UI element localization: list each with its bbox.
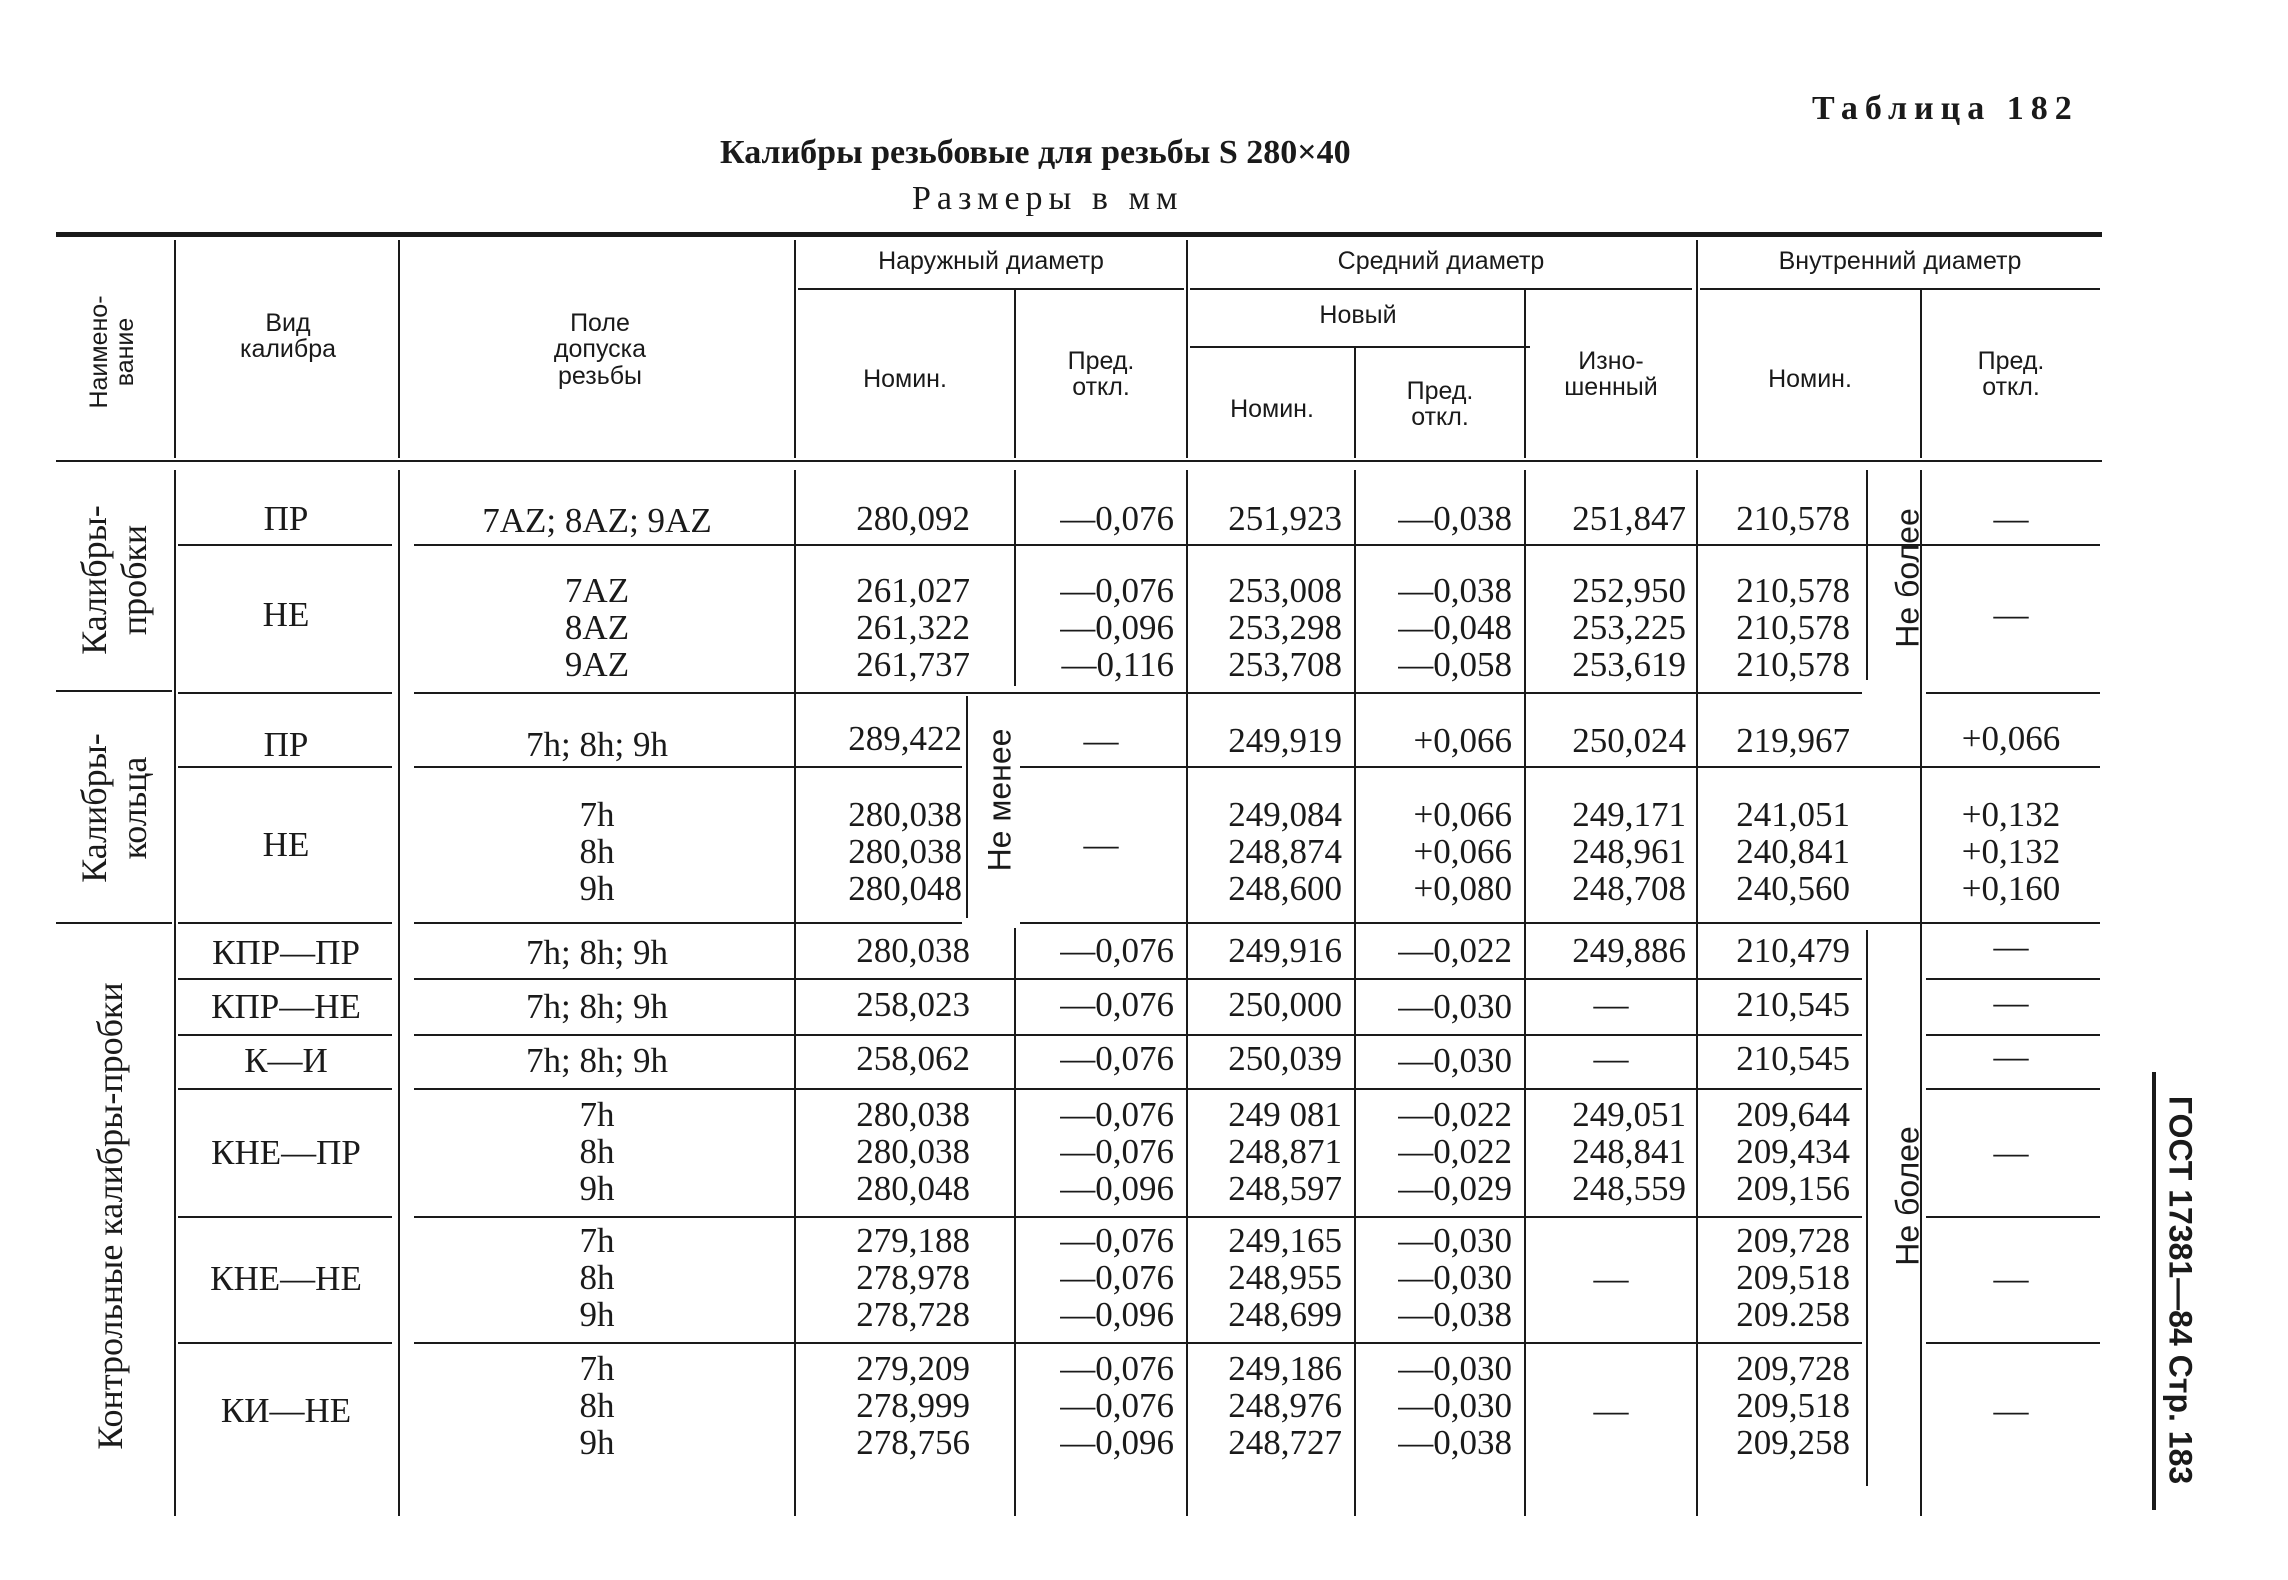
header-outer-dev: Пред. откл. — [1067, 347, 1135, 402]
middle-worn-cell: 249,051 248,841 248,559 — [1572, 1095, 1686, 1208]
rule — [1190, 346, 1530, 348]
rule — [178, 922, 392, 924]
inner-dev-cell: — — [1993, 983, 2029, 1022]
header-worn: Изно- шенный — [1564, 347, 1658, 402]
header-name — [86, 252, 139, 452]
tolerance-cell: 7AZ; 8AZ; 9AZ — [482, 501, 712, 540]
group-plugs-label: Калибры- пробки — [74, 505, 154, 655]
tolerance-cell: 7h 8h 9h — [579, 795, 615, 908]
tolerance-cell: 7h 8h 9h — [579, 1349, 615, 1462]
rule — [1524, 470, 1526, 1516]
middle-worn-cell: 251,847 — [1572, 499, 1686, 538]
outer-nom-cell: 279,188 278,978 278,728 — [856, 1221, 970, 1334]
side-note: ГОСТ 17381—84 Стр. 183 — [2162, 1095, 2199, 1485]
rule — [1926, 1342, 2100, 1344]
tolerance-cell: 7h; 8h; 9h — [526, 933, 668, 972]
inner-nom-cell: 210,578 210,578 210,578 — [1736, 571, 1850, 684]
rule — [414, 922, 962, 924]
rule — [414, 692, 1862, 694]
bracket-line — [1866, 470, 1868, 680]
outer-nom-cell: 289,422 — [848, 719, 962, 758]
rule — [178, 1088, 392, 1090]
outer-dev-cell: — — [1083, 721, 1119, 760]
rule — [414, 1216, 1862, 1218]
rule — [414, 544, 2100, 546]
inner-nom-cell: 210,545 — [1736, 1039, 1850, 1078]
middle-worn-cell: — — [1593, 1259, 1629, 1298]
rule — [1926, 978, 2100, 980]
inner-dev-cell: +0,066 — [1961, 719, 2061, 758]
inner-dev-cell: — — [1993, 595, 2029, 634]
rule — [398, 240, 400, 458]
inner-dev-cell: — — [1993, 1259, 2029, 1298]
rule — [414, 1034, 1862, 1036]
middle-nom-cell: 249 081 248,871 248,597 — [1228, 1095, 1342, 1208]
inner-dev-cell: +0,132 +0,132 +0,160 — [1961, 795, 2061, 908]
header-outer-nom: Номин. — [863, 365, 947, 393]
header-bottom-rule — [56, 460, 2102, 462]
outer-nom-cell: 280,092 — [856, 499, 970, 538]
rule — [798, 288, 1184, 290]
rule — [178, 1216, 392, 1218]
tolerance-cell: 7h; 8h; 9h — [526, 987, 668, 1026]
inner-nom-cell: 209,728 209,518 209,258 — [1736, 1349, 1850, 1462]
table-top-rule — [56, 232, 2102, 237]
table-title: Калибры резьбовые для резьбы S 280×40 — [720, 134, 1351, 171]
tolerance-cell: 7h; 8h; 9h — [526, 725, 668, 764]
outer-dev-cell: —0,076 —0,076 —0,096 — [1060, 1221, 1174, 1334]
header-middle: Средний диаметр — [1337, 247, 1545, 275]
rule — [1186, 240, 1188, 458]
inner-nom-cell: 210,479 — [1736, 931, 1850, 970]
rule — [414, 1088, 1862, 1090]
outer-nom-cell: 280,038 — [856, 931, 970, 970]
outer-dev-cell: —0,076 — [1060, 1039, 1174, 1078]
kind-cell: КНЕ—ПР — [211, 1133, 361, 1172]
rule — [1186, 470, 1188, 1516]
rule — [174, 240, 176, 458]
rule — [1926, 692, 2100, 694]
kind-cell: ПР — [263, 499, 309, 538]
middle-worn-cell: — — [1593, 1391, 1629, 1430]
group-control-label: Контрольные калибры-пробки — [90, 982, 130, 1450]
rule — [178, 1034, 392, 1036]
tolerance-cell: 7h 8h 9h — [579, 1221, 615, 1334]
header-kind: Вид калибра — [239, 309, 337, 364]
inner-nom-cell: 209,728 209,518 209.258 — [1736, 1221, 1850, 1334]
rule — [174, 470, 176, 1516]
bracket-line — [966, 696, 968, 918]
inner-dev-cell: — — [1993, 1391, 2029, 1430]
rule — [1354, 470, 1356, 1516]
middle-dev-cell: +0,066 — [1413, 721, 1512, 760]
rule — [1014, 928, 1016, 1516]
rule — [414, 766, 962, 768]
rule — [1190, 288, 1692, 290]
header-new: Новый — [1319, 301, 1397, 329]
rule — [1926, 1216, 2100, 1218]
header-inner-nom: Номин. — [1768, 365, 1852, 393]
outer-dev-cell: —0,076 —0,096 —0,116 — [1060, 571, 1174, 684]
table-label: Таблица 182 — [1812, 90, 2079, 127]
middle-worn-cell: — — [1593, 1039, 1629, 1078]
outer-nom-cell: 279,209 278,999 278,756 — [856, 1349, 970, 1462]
middle-worn-cell: 249,886 — [1572, 931, 1686, 970]
kind-cell: ПР — [263, 725, 309, 764]
tolerance-cell: 7h; 8h; 9h — [526, 1041, 668, 1080]
middle-dev-cell: —0,030 —0,030 —0,038 — [1398, 1221, 1512, 1334]
inner-nom-cell: 209,644 209,434 209,156 — [1736, 1095, 1850, 1208]
kind-cell: К—И — [244, 1041, 328, 1080]
rule — [1014, 470, 1016, 686]
header-inner-dev: Пред. откл. — [1977, 347, 2045, 402]
bracket-line — [1866, 930, 1868, 1486]
rule — [398, 470, 400, 1516]
outer-nom-cell: 258,062 — [856, 1039, 970, 1078]
rule — [1696, 240, 1698, 458]
inner-dev-cell: — — [1993, 1037, 2029, 1076]
middle-dev-cell: —0,030 — [1398, 987, 1512, 1026]
middle-nom-cell: 249,186 248,976 248,727 — [1228, 1349, 1342, 1462]
outer-nom-cell: 280,038 280,038 280,048 — [856, 1095, 970, 1208]
middle-nom-cell: 249,916 — [1228, 931, 1342, 970]
note-ne-bolee-1: Не более — [1889, 508, 1926, 648]
middle-worn-cell: 250,024 — [1572, 721, 1686, 760]
outer-dev-cell: —0,076 — [1060, 931, 1174, 970]
middle-nom-cell: 249,165 248,955 248,699 — [1228, 1221, 1342, 1334]
middle-worn-cell: — — [1593, 985, 1629, 1024]
table-subtitle: Размеры в мм — [912, 180, 1184, 217]
tolerance-cell: 7h 8h 9h — [579, 1095, 615, 1208]
middle-worn-cell: 249,171 248,961 248,708 — [1572, 795, 1686, 908]
rule — [1926, 1034, 2100, 1036]
rule — [1020, 922, 2100, 924]
outer-nom-cell: 280,038 280,038 280,048 — [848, 795, 962, 908]
rule — [1020, 766, 2100, 768]
middle-dev-cell: —0,030 — [1398, 1041, 1512, 1080]
middle-nom-cell: 250,000 — [1228, 985, 1342, 1024]
tolerance-cell: 7AZ 8AZ 9AZ — [564, 571, 630, 684]
rule — [178, 692, 392, 694]
middle-dev-cell: —0,030 —0,030 —0,038 — [1398, 1349, 1512, 1462]
rule — [1696, 470, 1698, 1516]
rule — [1926, 1088, 2100, 1090]
rule — [178, 544, 392, 546]
inner-dev-cell: — — [1993, 499, 2029, 538]
rule — [414, 978, 1862, 980]
group-rings-label: Калибры- кольца — [74, 733, 154, 883]
kind-cell: КНЕ—НЕ — [210, 1259, 362, 1298]
middle-nom-cell: 250,039 — [1228, 1039, 1342, 1078]
kind-cell: НЕ — [262, 825, 310, 864]
outer-dev-cell: —0,076 — [1060, 985, 1174, 1024]
rule — [178, 766, 392, 768]
rule — [414, 1342, 1862, 1344]
middle-nom-cell: 249,084 248,874 248,600 — [1228, 795, 1342, 908]
rule — [56, 922, 172, 924]
header-tolerance: Поле допуска резьбы — [553, 309, 647, 390]
outer-dev-cell: —0,076 —0,076 —0,096 — [1060, 1349, 1174, 1462]
middle-dev-cell: —0,038 —0,048 —0,058 — [1398, 571, 1512, 684]
rule — [178, 978, 392, 980]
inner-nom-cell: 210,545 — [1736, 985, 1850, 1024]
kind-cell: НЕ — [262, 595, 310, 634]
header-outer: Наружный диаметр — [878, 247, 1104, 275]
middle-worn-cell: 252,950 253,225 253,619 — [1572, 571, 1686, 684]
kind-cell: КПР—ПР — [212, 933, 360, 972]
middle-nom-cell: 253,008 253,298 253,708 — [1228, 571, 1342, 684]
rule — [794, 240, 796, 458]
rule — [1700, 288, 2100, 290]
header-middle-nom: Номин. — [1230, 395, 1314, 423]
outer-dev-cell: —0,076 —0,076 —0,096 — [1060, 1095, 1174, 1208]
inner-nom-cell: 241,051 240,841 240,560 — [1736, 795, 1850, 908]
middle-nom-cell: 251,923 — [1228, 499, 1342, 538]
rule — [56, 690, 172, 692]
rule — [178, 1342, 392, 1344]
inner-dev-cell: — — [1993, 927, 2029, 966]
inner-nom-cell: 219,967 — [1736, 721, 1850, 760]
middle-nom-cell: 249,919 — [1228, 721, 1342, 760]
middle-dev-cell: —0,022 — [1398, 931, 1512, 970]
outer-nom-cell: 258,023 — [856, 985, 970, 1024]
outer-dev-cell: —0,076 — [1060, 499, 1174, 538]
rule — [794, 470, 796, 1516]
outer-dev-cell: — — [1083, 825, 1119, 864]
header-middle-dev: Пред. откл. — [1406, 377, 1474, 432]
middle-dev-cell: +0,066 +0,066 +0,080 — [1413, 795, 1512, 908]
inner-dev-cell: — — [1993, 1133, 2029, 1172]
rule — [1926, 544, 2100, 546]
inner-nom-cell: 210,578 — [1736, 499, 1850, 538]
kind-cell: КИ—НЕ — [220, 1391, 352, 1430]
header-inner: Внутренний диаметр — [1778, 247, 2022, 275]
note-ne-bolee-2: Не более — [1889, 1126, 1926, 1266]
middle-dev-cell: —0,038 — [1398, 499, 1512, 538]
note-ne-menee: Не менее — [981, 728, 1018, 872]
middle-dev-cell: —0,022 —0,022 —0,029 — [1398, 1095, 1512, 1208]
side-note-rule — [2152, 1072, 2156, 1510]
kind-cell: КПР—НЕ — [211, 987, 361, 1026]
header-name-text: Наимено-вание — [84, 295, 139, 409]
outer-nom-cell: 261,027 261,322 261,737 — [856, 571, 970, 684]
